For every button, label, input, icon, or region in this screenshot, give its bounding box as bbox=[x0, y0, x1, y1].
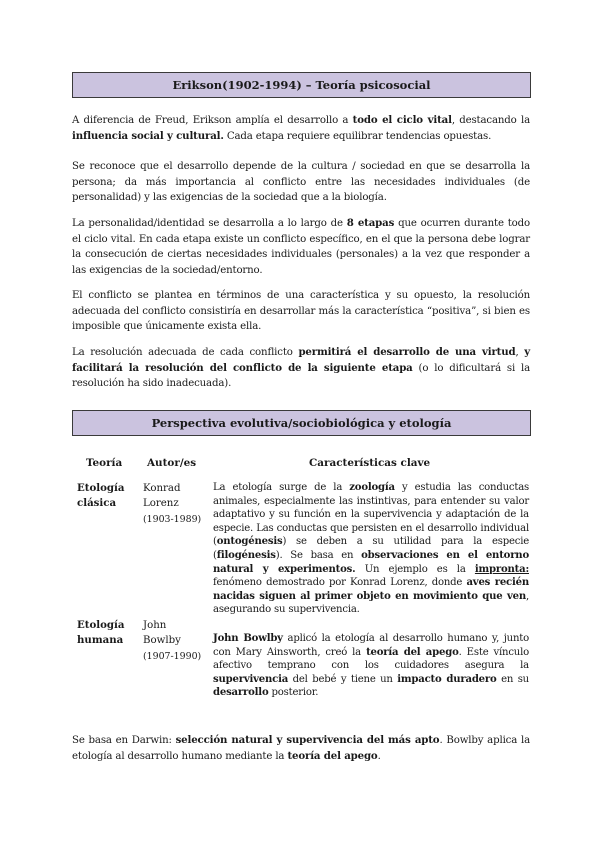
text-run: , asegurando su supervivencia. bbox=[213, 590, 529, 616]
bold-text: aves recién nacidas siguen al primer objeto en movimiento que ven bbox=[213, 577, 529, 602]
bold-text: John Bowlby bbox=[213, 633, 283, 644]
text-run: del bebé y tiene un bbox=[288, 673, 398, 685]
paragraph bbox=[72, 345, 530, 392]
bold-text: desarrollo bbox=[213, 687, 269, 699]
table-cell-theory: Etología clásica bbox=[77, 482, 125, 510]
table-cell-author bbox=[143, 481, 205, 527]
text-run: ). Se basa en bbox=[275, 549, 362, 561]
text-run: posterior. bbox=[268, 687, 319, 699]
table-header-author: Autor/es bbox=[147, 457, 197, 469]
text-run: fenómeno demostrado por Konrad Lorenz, donde bbox=[213, 577, 467, 589]
table-cell-description bbox=[213, 632, 529, 700]
text-run: . bbox=[377, 750, 381, 762]
text-run: Un ejemplo es la bbox=[355, 563, 475, 575]
text-run: , destacando la bbox=[451, 115, 531, 126]
bold-text: observaciones en el entorno natural y experimentos. bbox=[213, 549, 529, 575]
text-run: El conflicto se plantea en términos de una característica y su opuesto, la resolución adecuada del conflicto consistiría en desarrollar más la característica “positiva”, si bien es imposible que únicamente exista ella. bbox=[72, 290, 530, 332]
table-cell-theory: Etología humana bbox=[77, 619, 125, 647]
text-run: Se reconoce que el desarrollo depende de la cultura / sociedad en que se desarrolla la persona; da más importancia al conflicto entre las necesidades individuales (de personalidad) y las exigencias de la sociedad que a la biología. bbox=[72, 161, 530, 203]
text-run: (o lo dificultará si la resolución ha sido inadecuada). bbox=[72, 362, 530, 389]
text-run: La resolución adecuada de cada conflicto bbox=[72, 347, 299, 358]
text-run: Se basa en Darwin: bbox=[72, 735, 176, 746]
bold-text: selección natural y supervivencia del más apto bbox=[175, 734, 440, 746]
table-cell-description bbox=[213, 481, 529, 617]
footer-paragraph bbox=[72, 733, 530, 764]
bold-text: permitirá el desarrollo de una virtud bbox=[298, 346, 516, 358]
text-run: La personalidad/identidad se desarrolla a lo largo de bbox=[72, 218, 347, 229]
bold-text: impronta: bbox=[474, 563, 529, 575]
section-title-erikson: Erikson(1902-1994) – Teoría psicosocial bbox=[72, 72, 531, 98]
text-run: . Este vínculo afectivo temprano con los cuidadores asegura la bbox=[213, 646, 530, 672]
text-run: . Bowlby aplica la etología al desarrollo humano mediante la bbox=[72, 735, 530, 762]
table-header-features: Características clave bbox=[309, 457, 431, 469]
paragraph bbox=[72, 288, 530, 335]
bold-text: ontogénesis bbox=[216, 536, 283, 548]
text-run: Cada etapa requiere equilibrar tendencias opuestas. bbox=[223, 130, 492, 142]
text-run: y estudia las conductas animales, especialmente las instintivas, para entender su valor adaptativo y su función en la supervivencia y adaptación de la especie. Las conductas que persisten en el desarrollo individual ( bbox=[213, 482, 529, 548]
author-name: John Bowlby bbox=[143, 620, 181, 647]
author-name: Konrad Lorenz bbox=[143, 483, 181, 510]
bold-text: zoología bbox=[349, 482, 395, 493]
bold-text: impacto duradero bbox=[397, 673, 497, 685]
bold-text: teoría del apego bbox=[366, 646, 459, 658]
author-years: (1907-1990) bbox=[143, 650, 202, 662]
bold-text: y facilitará la resolución del conflicto de la siguiente etapa bbox=[72, 346, 530, 374]
text-run: en su bbox=[496, 673, 529, 685]
bold-text: supervivencia bbox=[213, 673, 289, 685]
text-run: ) se deben a su utilidad para la especie ( bbox=[213, 536, 529, 561]
bold-text: 8 etapas bbox=[346, 217, 395, 229]
text-run: aplicó la etología al desarrollo humano y, junto con Mary Ainsworth, creó la bbox=[213, 633, 529, 658]
paragraph bbox=[72, 113, 530, 144]
paragraph bbox=[72, 216, 530, 278]
section-title-perspectiva: Perspectiva evolutiva/sociobiológica y etología bbox=[72, 410, 531, 436]
text-run: que ocurren durante todo el ciclo vital. En cada etapa existe un conflicto específico, en el que la persona debe lograr la consecución de ciertas necesidades individuales (personales) a la vez que responder a las exigencias de la sociedad/entorno. bbox=[72, 218, 530, 276]
paragraph bbox=[72, 159, 530, 206]
bold-text: influencia social y cultural. bbox=[72, 129, 224, 142]
bold-text: todo el ciclo vital bbox=[352, 114, 452, 126]
bold-text: teoría del apego bbox=[287, 749, 378, 762]
author-years: (1903-1989) bbox=[143, 513, 202, 525]
text-run: La etología surge de la bbox=[213, 482, 350, 493]
table-cell-author bbox=[143, 618, 205, 664]
text-run: A diferencia de Freud, Erikson amplía el desarrollo a bbox=[72, 115, 353, 126]
text-run: , bbox=[515, 347, 525, 358]
table-header-theory: Teoría bbox=[86, 457, 123, 469]
bold-text: filogénesis bbox=[216, 549, 276, 561]
